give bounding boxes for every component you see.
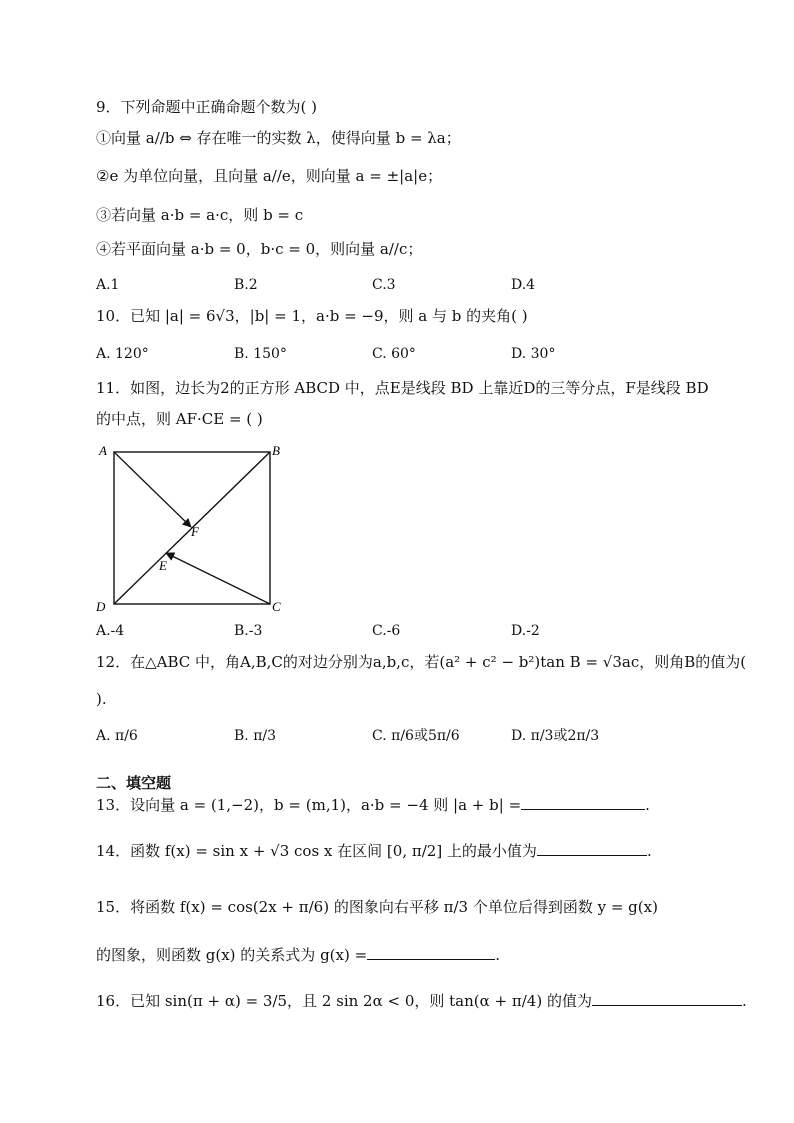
- q9-item-2: ②e 为单位向量，且向量 a//e，则向量 a = ±|a|e；: [96, 167, 443, 185]
- q13-end: .: [645, 796, 650, 814]
- q12-option-d: D. π/3或2π/3: [511, 728, 600, 744]
- q12-stem-line1: 12．在△ABC 中，角A,B,C的对边分别为a,b,c，若(a² + c² − b²)tan B = √3ac，则角B的值为(: [96, 653, 747, 671]
- q10-stem: 10．已知 |a| = 6√3，|b| = 1，a·b = −9，则 a 与 b 的夹角( ): [96, 307, 528, 325]
- q13-line: [96, 794, 650, 816]
- label-b: B: [272, 443, 280, 458]
- q11-option-a: A.-4: [96, 623, 125, 639]
- section-heading: 二、填空题: [96, 774, 172, 792]
- q11-stem-line1: 11．如图，边长为2的正方形 ABCD 中，点E是线段 BD 上靠近D的三等分点，F是线段 BD: [96, 379, 709, 397]
- q12-stem-line2: ).: [96, 690, 107, 708]
- q11-option-b: B.-3: [234, 623, 263, 639]
- vector-af: [114, 452, 191, 527]
- vector-ce: [166, 553, 270, 604]
- q10-option-b: B. 150°: [234, 346, 287, 362]
- q9-option-c: C.3: [372, 277, 396, 293]
- q13-answer-blank[interactable]: [521, 795, 645, 810]
- q10-option-c: C. 60°: [372, 346, 416, 362]
- label-c: C: [272, 599, 281, 614]
- q12-option-b: B. π/3: [234, 728, 277, 744]
- q12-option-a: A. π/6: [96, 728, 138, 744]
- label-e: E: [159, 558, 167, 573]
- q9-option-a: A.1: [96, 277, 120, 293]
- q16-answer-blank[interactable]: [592, 991, 742, 1006]
- q15-stem-line1: 15．将函数 f(x) = cos(2x + π/6) 的图象向右平移 π/3 个单位后得到函数 y = g(x): [96, 898, 658, 916]
- q12-option-c: C. π/6或5π/6: [372, 728, 460, 744]
- q16-stem: 16．已知 sin(π + α) = 3/5，且 2 sin 2α < 0，则 tan(α + π/4) 的值为: [96, 992, 592, 1010]
- label-f: F: [191, 524, 199, 539]
- q11-option-c: C.-6: [372, 623, 401, 639]
- q16-end: .: [741, 992, 747, 1010]
- q15-stem-line2: 的图象，则函数 g(x) 的关系式为 g(x) =: [96, 946, 368, 964]
- q15-line2: [96, 944, 500, 966]
- q16-line: [96, 990, 747, 1012]
- q14-stem: 14．函数 f(x) = sin x + √3 cos x 在区间 [0, π/2] 上的最小值为: [96, 842, 537, 860]
- q9-item-3: ③若向量 a·b = a·c，则 b = c: [96, 206, 304, 224]
- q10-option-d: D. 30°: [511, 346, 556, 362]
- q13-stem: 13．设向量 a = (1,−2)，b = (m,1)，a·b = −4 则 |a + b| =: [96, 796, 522, 814]
- q15-answer-blank[interactable]: [367, 945, 495, 960]
- square-figure: [96, 440, 296, 620]
- q11-stem-line2: 的中点，则 AF·CE = ( ): [96, 410, 263, 428]
- q11-option-d: D.-2: [511, 623, 540, 639]
- q14-end: .: [646, 842, 652, 860]
- q9-option-b: B.2: [234, 277, 258, 293]
- q9-item-4: ④若平面向量 a·b = 0，b·c = 0，则向量 a//c；: [96, 240, 423, 258]
- q9-item-1: ①向量 a//b ⇔ 存在唯一的实数 λ，使得向量 b = λa；: [96, 129, 461, 147]
- q15-end: .: [495, 946, 500, 964]
- q14-answer-blank[interactable]: [537, 841, 647, 856]
- q9-stem: 9．下列命题中正确命题个数为( ): [96, 98, 318, 116]
- label-a: A: [99, 443, 107, 458]
- q9-option-d: D.4: [511, 277, 536, 293]
- q10-option-a: A. 120°: [96, 346, 149, 362]
- q14-line: [96, 840, 652, 862]
- label-d: D: [96, 599, 106, 614]
